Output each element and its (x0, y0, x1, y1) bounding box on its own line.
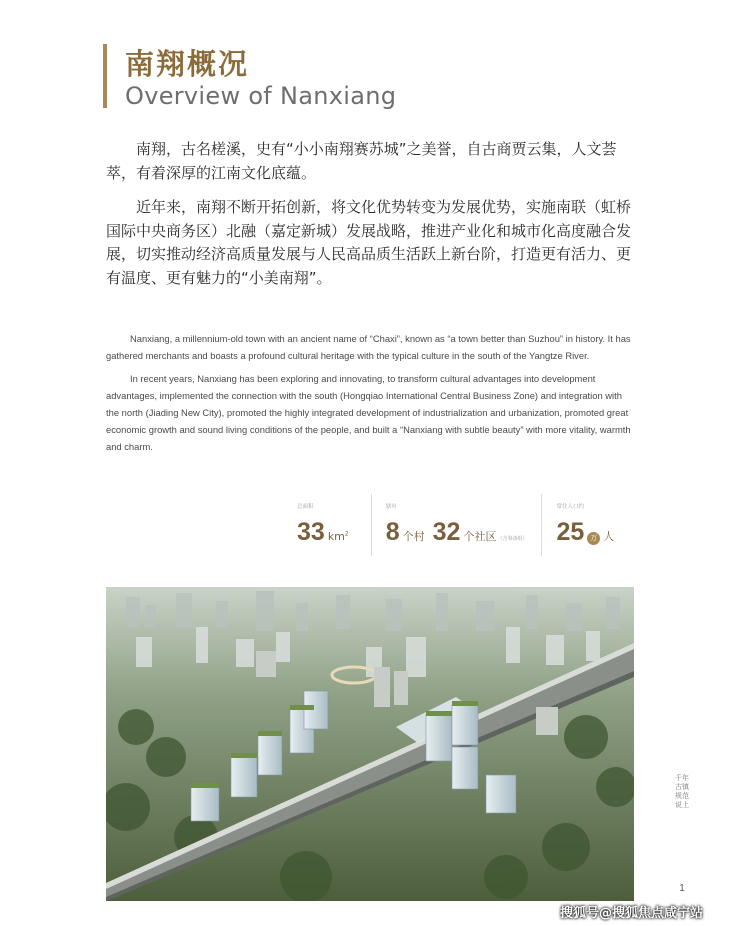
stat-population-value: 25 (556, 518, 585, 546)
stat-village-value: 8 (385, 518, 400, 546)
stat-population-unit: 人 (603, 530, 615, 543)
side-caption: 千年古镇 规范说上 (675, 774, 689, 809)
aerial-city-rendering (106, 587, 634, 901)
stat-community-note: （含筹备组） (497, 536, 528, 542)
page-number: 1 (679, 883, 685, 894)
stat-population-label: 常住人口约 (556, 504, 584, 510)
stat-population (542, 494, 636, 556)
stats-panel (283, 494, 636, 556)
stat-area-value: 33 (297, 518, 325, 546)
page-title-cn: 南翔概况 (125, 47, 250, 81)
title-accent-bar (103, 44, 107, 108)
stat-area (283, 494, 372, 556)
en-paragraph-2: In recent years, Nanxiang has been exploring and innovating, to transform cultural advantages into development advantages, implemented the connection with the south (Hongqiao International Central Business Zone) and integration with the north (Jiading New City), promoted the highly integrated development of industrialization and urbanization, promoted great economic growth and sound living conditions of the people, and built a “Nanxiang with subtle beauty” with more vitality, warmth and charm. (106, 373, 631, 452)
cn-paragraph-2: 近年来，南翔不断开拓创新，将文化优势转变为发展优势，实施南联（虹桥国际中央商务区）北融（嘉定新城）发展战略，推进产业化和城市化高度融合发展，切实推动经济高质量发展与人民高品质生活跃上新台阶，打造更有活力、更有温度、更有魅力的“小美南翔”。 (106, 198, 632, 287)
stat-community-unit: 个社区 (463, 530, 497, 543)
page-title-en: Overview of Nanxiang (125, 82, 397, 110)
stat-jurisdiction-label: 辖有 (385, 504, 397, 510)
stat-village-unit: 个村 (402, 530, 425, 543)
stat-area-label: 总面积 (297, 504, 314, 510)
cn-paragraph-1: 南翔，古名槎溪，史有“小小南翔赛苏城”之美誉，自古商贾云集，人文荟萃，有着深厚的江南文化底蕴。 (106, 140, 617, 182)
stat-jurisdiction (372, 494, 543, 556)
watermark: 搜狐号@搜狐焦点咸宁站 (560, 906, 704, 921)
stat-community-value: 32 (432, 518, 461, 546)
stat-area-unit: $km^2$ (327, 530, 349, 543)
stat-population-unit-badge: 万 (587, 532, 600, 545)
en-paragraph-1: Nanxiang, a millennium-old town with an ancient name of “Chaxi”, known as “a town better than Suzhou” in history. It has gathered merchants and boasts a profound cultural heritage with the typical culture in the south of the Yangtze River. (106, 333, 631, 361)
